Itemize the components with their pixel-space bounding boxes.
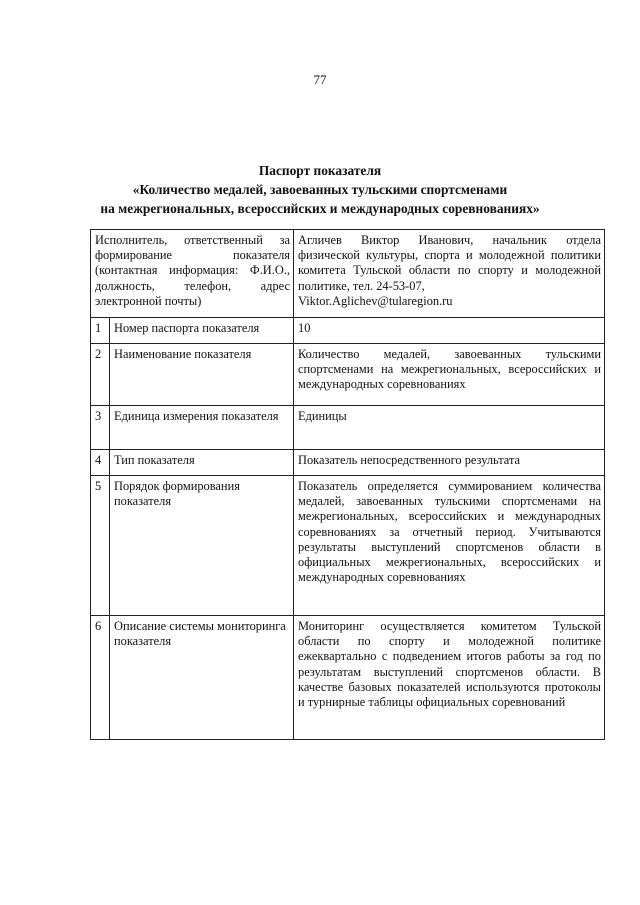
row-value: Показатель непосредственного результата xyxy=(294,450,605,476)
title-line-3: на межрегиональных, всероссийских и международных соревнованиях» xyxy=(100,201,540,216)
row-value: Мониторинг осуществляется комитетом Тульской области по спорту и молодежной политике ежеквартально с подведением итогов работы за год по результатам выступлений спортсменов области. В качестве базовых показателей используются протоколы и турнирные таблицы официальных соревнований xyxy=(294,616,605,740)
row-number: 6 xyxy=(91,616,110,740)
row-label: Наименование показателя xyxy=(110,344,294,406)
title-line-1: Паспорт показателя xyxy=(258,163,382,178)
executor-value xyxy=(294,230,605,318)
row-value: Единицы xyxy=(294,406,605,450)
row-value: Показатель определяется суммированием количества медалей, завоеванных тульскими спортсменами на межрегиональных, всероссийских и международных соревнованиях за отчетный период. Учитываются результаты выступлений спортсменов области в официальных межрегиональных, всероссийских и международных соревнованиях xyxy=(294,476,605,616)
row-number: 5 xyxy=(91,476,110,616)
document-title xyxy=(40,161,600,218)
table-row xyxy=(91,344,605,406)
row-value: Количество медалей, завоеванных тульскими спортсменами на межрегиональных, всероссийских и международных соревнованиях xyxy=(294,344,605,406)
indicator-passport-table xyxy=(90,229,605,740)
executor-label: Исполнитель, ответственный за формирование показателя (контактная информация: Ф.И.О., должность, телефон, адрес электронной почты) xyxy=(91,230,294,318)
table-row xyxy=(91,616,605,740)
executor-email: Viktor.Aglichev@tularegion.ru xyxy=(298,293,453,308)
page-number: 77 xyxy=(313,72,327,87)
table-row-executor xyxy=(91,230,605,318)
table-row xyxy=(91,476,605,616)
executor-contact: Агличев Виктор Иванович, начальник отдела физической культуры, спорта и молодежной политики комитета Тульской области по спорту и молодежной политике, тел. 24-53-07, xyxy=(298,233,601,293)
title-line-2: «Количество медалей, завоеванных тульскими спортсменами xyxy=(132,182,508,197)
row-number: 1 xyxy=(91,318,110,344)
row-label: Порядок формирования показателя xyxy=(110,476,294,616)
row-number: 2 xyxy=(91,344,110,406)
row-number: 3 xyxy=(91,406,110,450)
row-label: Номер паспорта показателя xyxy=(110,318,294,344)
row-number: 4 xyxy=(91,450,110,476)
table-row xyxy=(91,406,605,450)
row-label: Тип показателя xyxy=(110,450,294,476)
row-label: Описание системы мониторинга показателя xyxy=(110,616,294,740)
table-row xyxy=(91,450,605,476)
table-row xyxy=(91,318,605,344)
row-value: 10 xyxy=(294,318,605,344)
row-label: Единица измерения показателя xyxy=(110,406,294,450)
